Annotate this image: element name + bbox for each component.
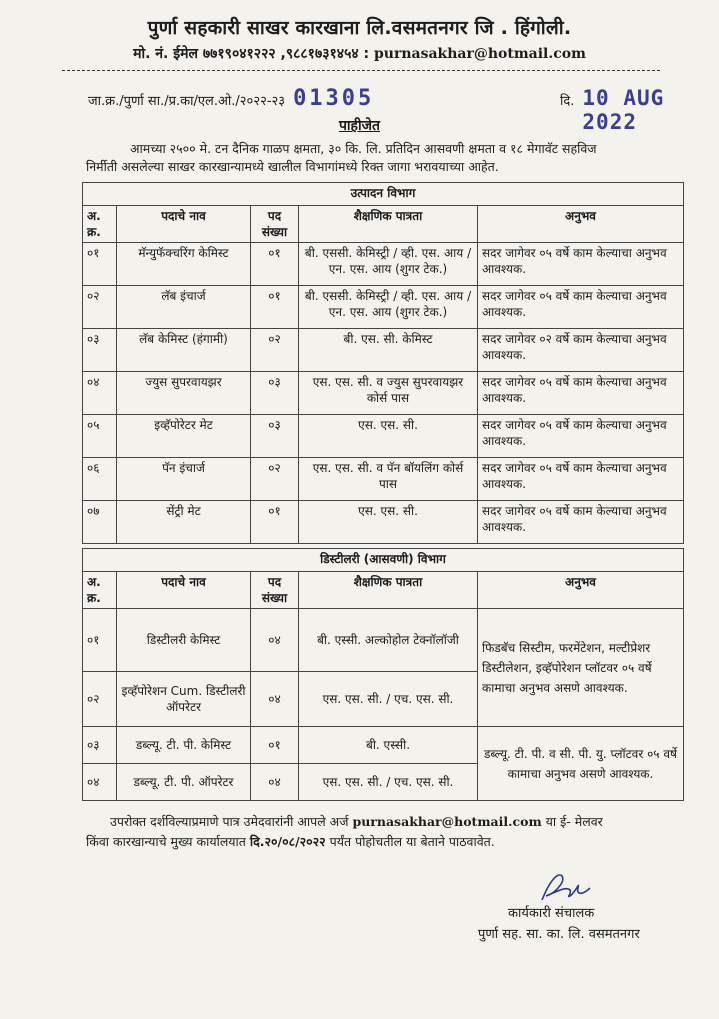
col-header-post: पदाचे नाव bbox=[117, 572, 251, 609]
col-header-count: पद संख्या bbox=[251, 206, 299, 243]
row-qualification: एस. एस. सी. bbox=[299, 501, 478, 544]
application-instructions bbox=[86, 812, 680, 852]
row-count: ०४ bbox=[251, 609, 299, 672]
col-header-qualification: शैक्षणिक पात्रता bbox=[299, 572, 478, 609]
row-post: इव्हॅपोरेशन Cum. डिस्टीलरी ऑपरेटर bbox=[117, 672, 251, 727]
row-no: ०४ bbox=[83, 764, 117, 801]
row-no: ०७ bbox=[83, 501, 117, 544]
row-count: ०४ bbox=[251, 764, 299, 801]
row-qualification: बी. एससी. केमिस्ट्री / व्ही. एस. आय / एन. एस. आय (शुगर टेक.) bbox=[299, 286, 478, 329]
row-no: ०६ bbox=[83, 458, 117, 501]
row-post: इव्हॅपोरेटर मेट bbox=[117, 415, 251, 458]
row-count: ०१ bbox=[251, 501, 299, 544]
row-count: ०२ bbox=[251, 329, 299, 372]
reference-number bbox=[88, 86, 374, 111]
row-no: ०१ bbox=[83, 243, 117, 286]
row-qualification: एस. एस. सी. bbox=[299, 415, 478, 458]
row-qualification: बी. एस्सी. अल्कोहोल टेक्नॉलॉजी bbox=[299, 609, 478, 672]
reference-prefix: जा.क्र./पुर्णा सा./प्र.का/एल.ओ./२०२२-२३ bbox=[88, 94, 286, 109]
row-experience-group-2: डब्ल्यू. टी. पी. व सी. पी. यु. प्लॉटवर ०५ वर्षे कामाचा अनुभव असणे आवश्यक. bbox=[478, 727, 684, 801]
row-qualification: बी. एस. सी. केमिस्ट bbox=[299, 329, 478, 372]
header-divider bbox=[62, 70, 660, 71]
row-count: ०१ bbox=[251, 286, 299, 329]
table-row bbox=[83, 329, 684, 372]
row-qualification: एस. एस. सी. / एच. एस. सी. bbox=[299, 672, 478, 727]
table-row bbox=[83, 458, 684, 501]
row-experience: सदर जागेवर ०५ वर्षे काम केल्याचा अनुभव आवश्यक. bbox=[478, 501, 684, 544]
row-post: ज्युस सुपरवायझर bbox=[117, 372, 251, 415]
production-section-title: उत्पादन विभाग bbox=[83, 183, 684, 206]
letterhead-contact bbox=[0, 44, 719, 63]
page-heading: पाहीजेत bbox=[338, 118, 380, 134]
row-post: डिस्टीलरी केमिस्ट bbox=[117, 609, 251, 672]
row-post: पॅन इंचार्ज bbox=[117, 458, 251, 501]
row-experience-group-1: फिडबॅच सिस्टीम, फरमेंटेशन, मल्टीप्रेशर डिस्टीलेशन, इव्हॅपोरेशन प्लॉटवर ०५ वर्षे कामाचा अनुभव असणे आवश्यक. bbox=[478, 609, 684, 727]
date-label: दि. bbox=[560, 94, 575, 109]
col-header-experience: अनुभव bbox=[478, 572, 684, 609]
footer-text-3: किंवा कारखान्याचे मुख्य कार्यालयात bbox=[86, 834, 250, 849]
row-count: ०३ bbox=[251, 372, 299, 415]
letterhead-title: पुर्णा सहकारी साखर कारखाना लि.वसमतनगर जि . हिंगोली. bbox=[147, 17, 572, 39]
date-stamp: 10 AUG 2022 bbox=[582, 86, 665, 134]
row-no: ०२ bbox=[83, 286, 117, 329]
footer-text-1: उपरोक्त दर्शविल्याप्रमाणे पात्र उमेदवारांनी आपले अर्ज bbox=[110, 814, 353, 829]
row-post: सेंट्री मेट bbox=[117, 501, 251, 544]
col-header-no: अ. क्र. bbox=[83, 206, 117, 243]
row-no: ०१ bbox=[83, 609, 117, 672]
row-no: ०३ bbox=[83, 329, 117, 372]
signatory-organization: पुर्णा सह. सा. का. लि. वसमतनगर bbox=[478, 927, 640, 942]
row-no: ०५ bbox=[83, 415, 117, 458]
row-qualification: बी. एस्सी. bbox=[299, 727, 478, 764]
row-qualification: एस. एस. सी. व ज्युस सुपरवायझर कोर्स पास bbox=[299, 372, 478, 415]
col-header-experience: अनुभव bbox=[478, 206, 684, 243]
signature-icon bbox=[536, 870, 596, 906]
row-post: लॅब केमिस्ट (हंगामी) bbox=[117, 329, 251, 372]
distillery-section-title: डिस्टीलरी (आसवणी) विभाग bbox=[83, 549, 684, 572]
row-count: ०१ bbox=[251, 243, 299, 286]
row-qualification: एस. एस. सी. / एच. एस. सी. bbox=[299, 764, 478, 801]
col-header-post: पदाचे नाव bbox=[117, 206, 251, 243]
row-count: ०१ bbox=[251, 727, 299, 764]
distillery-table bbox=[82, 548, 684, 801]
row-experience: सदर जागेवर ०५ वर्षे काम केल्याचा अनुभव आवश्यक. bbox=[478, 286, 684, 329]
row-experience: सदर जागेवर ०५ वर्षे काम केल्याचा अनुभव आवश्यक. bbox=[478, 458, 684, 501]
table-row bbox=[83, 286, 684, 329]
table-row bbox=[83, 415, 684, 458]
row-experience: सदर जागेवर ०५ वर्षे काम केल्याचा अनुभव आवश्यक. bbox=[478, 415, 684, 458]
footer-deadline: दि.२०/०८/२०२२ bbox=[249, 834, 326, 849]
row-no: ०३ bbox=[83, 727, 117, 764]
row-post: डब्ल्यू. टी. पी. ऑपरेटर bbox=[117, 764, 251, 801]
row-qualification: एस. एस. सी. व पॅन बॉयलिंग कोर्स पास bbox=[299, 458, 478, 501]
row-no: ०४ bbox=[83, 372, 117, 415]
row-post: डब्ल्यू. टी. पी. केमिस्ट bbox=[117, 727, 251, 764]
row-experience: सदर जागेवर ०५ वर्षे काम केल्याचा अनुभव आवश्यक. bbox=[478, 372, 684, 415]
signatory-title: कार्यकारी संचालक bbox=[508, 906, 595, 921]
table-row bbox=[83, 243, 684, 286]
intro-line-1: आमच्या २५०० मे. टन दैनिक गाळप क्षमता, ३० कि. लि. प्रतिदिन आसवणी क्षमता व १८ मेगावॅट सहविज bbox=[130, 141, 597, 156]
col-header-no: अ. क्र. bbox=[83, 572, 117, 609]
reference-stamp-number: 01305 bbox=[293, 86, 375, 111]
row-post: मॅन्युफॅक्चरिंग केमिस्ट bbox=[117, 243, 251, 286]
row-experience: सदर जागेवर ०२ वर्षे काम केल्याचा अनुभव आवश्यक. bbox=[478, 329, 684, 372]
intro-paragraph bbox=[86, 140, 666, 176]
footer-text-4: पर्यंत पोहोचतील या बेताने पाठवावेत. bbox=[325, 834, 495, 849]
col-header-count: पद संख्या bbox=[251, 572, 299, 609]
contact-numbers: मो. नं. ईमेल ७७१९०४१२२२ ,९८८१७३१४५४ : bbox=[133, 46, 374, 62]
row-qualification: बी. एससी. केमिस्ट्री / व्ही. एस. आय / एन. एस. आय (शुगर टेक.) bbox=[299, 243, 478, 286]
row-experience: सदर जागेवर ०५ वर्षे काम केल्याचा अनुभव आवश्यक. bbox=[478, 243, 684, 286]
contact-email: purnasakhar@hotmail.com bbox=[373, 46, 586, 62]
footer-text-2: या ई- मेलवर bbox=[541, 814, 603, 829]
col-header-qualification: शैक्षणिक पात्रता bbox=[299, 206, 478, 243]
table-row bbox=[83, 501, 684, 544]
row-count: ०३ bbox=[251, 415, 299, 458]
table-row bbox=[83, 609, 684, 672]
table-row bbox=[83, 372, 684, 415]
intro-line-2: निर्मीती असलेल्या साखर कारखान्यामध्ये खालील विभागांमध्ये रिक्त जागा भरावयाच्या आहेत. bbox=[86, 159, 499, 174]
row-count: ०२ bbox=[251, 458, 299, 501]
row-count: ०४ bbox=[251, 672, 299, 727]
table-row bbox=[83, 727, 684, 764]
production-table bbox=[82, 182, 684, 544]
row-no: ०२ bbox=[83, 672, 117, 727]
row-post: लॅब इंचार्ज bbox=[117, 286, 251, 329]
footer-email: purnasakhar@hotmail.com bbox=[352, 814, 542, 829]
